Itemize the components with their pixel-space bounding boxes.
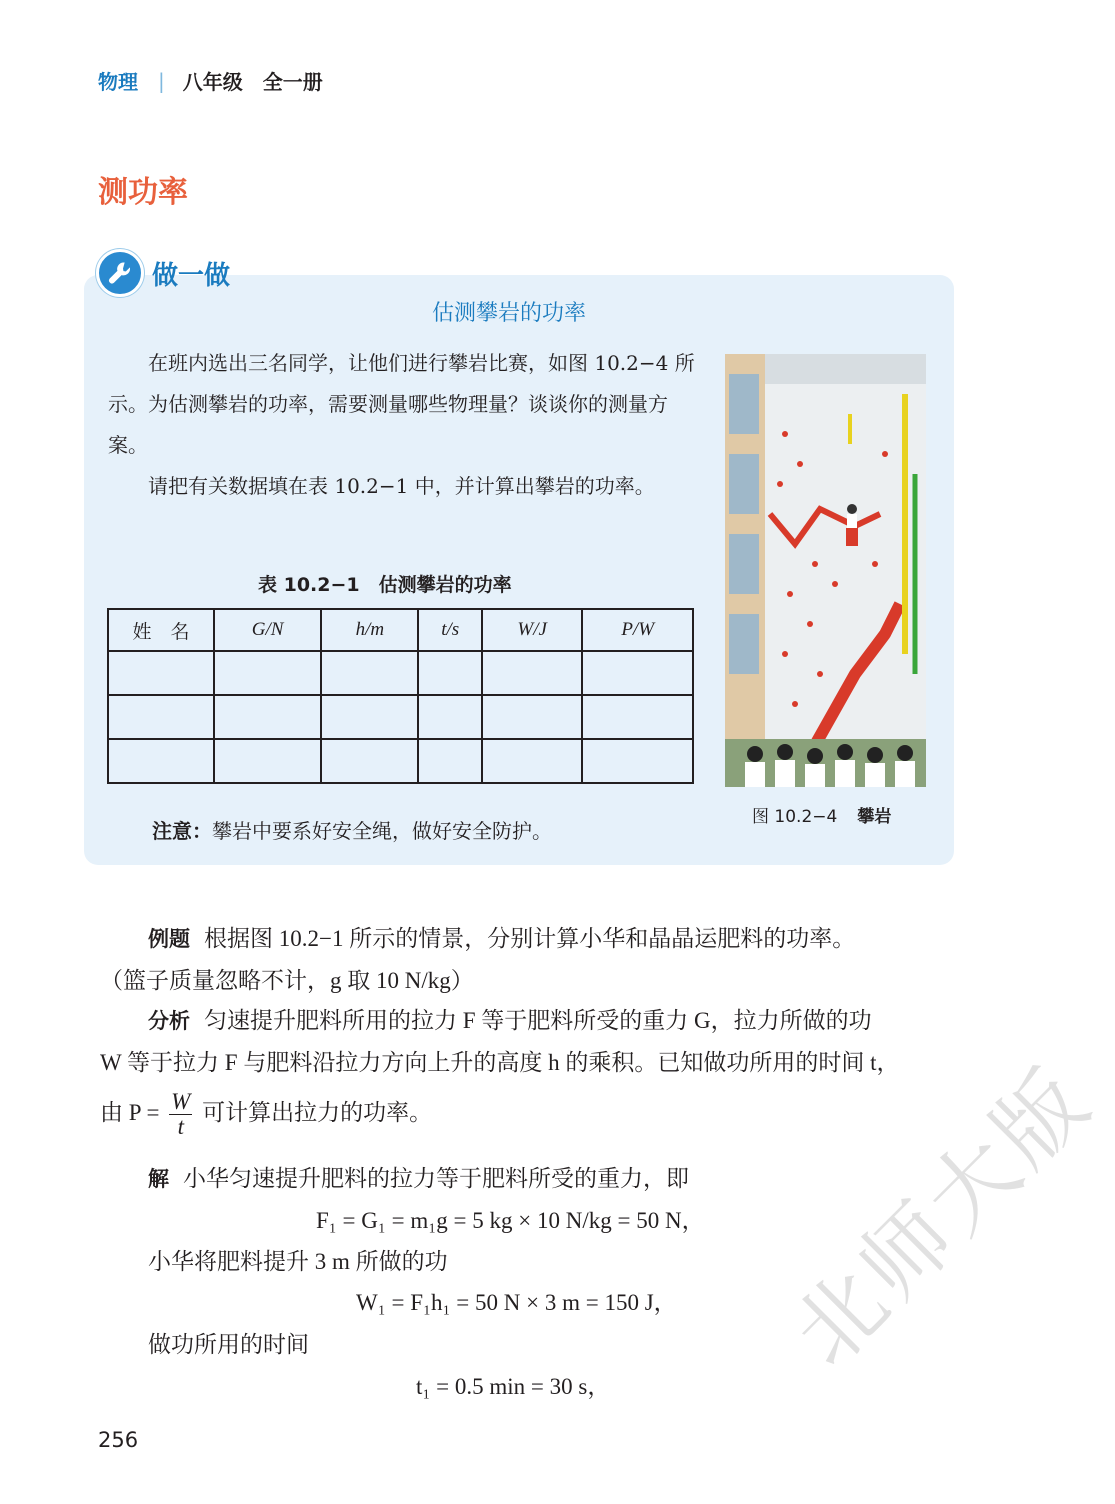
header-divider: | [158, 68, 165, 93]
table-header-cell: P/W [582, 609, 693, 651]
table-caption: 表 10.2−1 估测攀岩的功率 [258, 574, 512, 596]
section-title: 测功率 [98, 175, 188, 210]
running-header [98, 66, 323, 95]
activity-paragraph-2: 请把有关数据填在表 10.2−1 中，并计算出攀岩的功率。 [148, 474, 655, 498]
analysis-label: 分析 [148, 1009, 190, 1033]
note-label: 注意： [152, 819, 212, 843]
formula-line [100, 1090, 960, 1139]
analysis-text-1: 匀速提升肥料所用的拉力 F 等于肥料所受的重力 G，拉力所做的功 [204, 1008, 872, 1033]
table-row [108, 695, 693, 739]
figure-number: 图 10.2−4 [752, 807, 838, 827]
page-number: 256 [98, 1428, 139, 1452]
table-header-cell: 姓 名 [108, 609, 214, 651]
fraction-numerator: W [171, 1089, 191, 1114]
solution-text-1: 小华匀速提升肥料的拉力等于肥料所受的重力，即 [183, 1166, 689, 1191]
example-label: 例题 [148, 927, 190, 951]
fraction-denominator: t [177, 1114, 184, 1139]
table-cell[interactable] [582, 651, 693, 695]
table-cell[interactable] [321, 695, 418, 739]
table-header-cell: t/s [418, 609, 482, 651]
climbing-wall-photo [725, 354, 926, 787]
table-cell[interactable] [108, 695, 214, 739]
solution-line-3: 做功所用的时间 [148, 1332, 309, 1357]
table-cell[interactable] [108, 739, 214, 783]
table-header-cell: h/m [321, 609, 418, 651]
formula-suffix: 可计算出拉力的功率。 [202, 1099, 433, 1125]
example-line-1 [100, 920, 960, 953]
table-cell[interactable] [418, 695, 482, 739]
table-cell[interactable] [482, 739, 582, 783]
example-text: 根据图 10.2−1 所示的情景，分别计算小华和晶晶运肥料的功率。 [204, 926, 856, 951]
table-cell[interactable] [214, 695, 321, 739]
table-header-row [108, 609, 693, 651]
table-cell[interactable] [482, 695, 582, 739]
activity-title: 估测攀岩的功率 [432, 301, 587, 326]
table-header-cell: G/N [214, 609, 321, 651]
analysis-line-1 [100, 1002, 960, 1035]
solution-line-1 [100, 1160, 960, 1193]
table-cell[interactable] [482, 651, 582, 695]
equation-2: W₁ = F₁h₁ = 50 N × 3 m = 150 J， [356, 1290, 677, 1315]
example-line-2: （篮子质量忽略不计，g 取 10 N/kg） [100, 968, 474, 993]
formula-prefix: 由 P = [100, 1099, 160, 1125]
table-cell[interactable] [108, 651, 214, 695]
solution-line-2: 小华将肥料提升 3 m 所做的功 [148, 1249, 448, 1274]
figure-caption [752, 802, 891, 827]
note-text: 攀岩中要系好安全绳，做好安全防护。 [212, 819, 552, 843]
table-cell[interactable] [321, 651, 418, 695]
watermark: 北师大版 [772, 1046, 1112, 1386]
header-grade: 八年级 全一册 [182, 70, 323, 94]
table-row [108, 651, 693, 695]
table-header-cell: W/J [482, 609, 582, 651]
table-row [108, 739, 693, 783]
header-subject: 物理 [98, 70, 138, 94]
data-table [107, 608, 694, 784]
power-fraction [169, 1090, 192, 1139]
equation-1: F₁ = G₁ = m₁g = 5 kg × 10 N/kg = 50 N， [316, 1208, 705, 1233]
figure-label: 攀岩 [857, 807, 892, 827]
equation-3: t₁ = 0.5 min = 30 s， [416, 1374, 611, 1399]
wrench-icon [96, 249, 144, 297]
table-cell[interactable] [321, 739, 418, 783]
table-cell[interactable] [582, 695, 693, 739]
table-cell[interactable] [582, 739, 693, 783]
table-cell[interactable] [418, 739, 482, 783]
activity-paragraph-1: 在班内选出三名同学，让他们进行攀岩比赛，如图 10.2−4 所示。为估测攀岩的功率，需要测量哪些物理量？谈谈你的测量方案。 [108, 351, 695, 457]
solution-label: 解 [148, 1167, 169, 1191]
activity-badge [96, 250, 230, 296]
table-cell[interactable] [214, 739, 321, 783]
table-cell[interactable] [214, 651, 321, 695]
safety-note [152, 815, 552, 844]
analysis-line-2: W 等于拉力 F 与肥料沿拉力方向上升的高度 h 的乘积。已知做功所用的时间 t， [100, 1050, 900, 1075]
badge-label: 做一做 [152, 260, 231, 291]
table-cell[interactable] [418, 651, 482, 695]
